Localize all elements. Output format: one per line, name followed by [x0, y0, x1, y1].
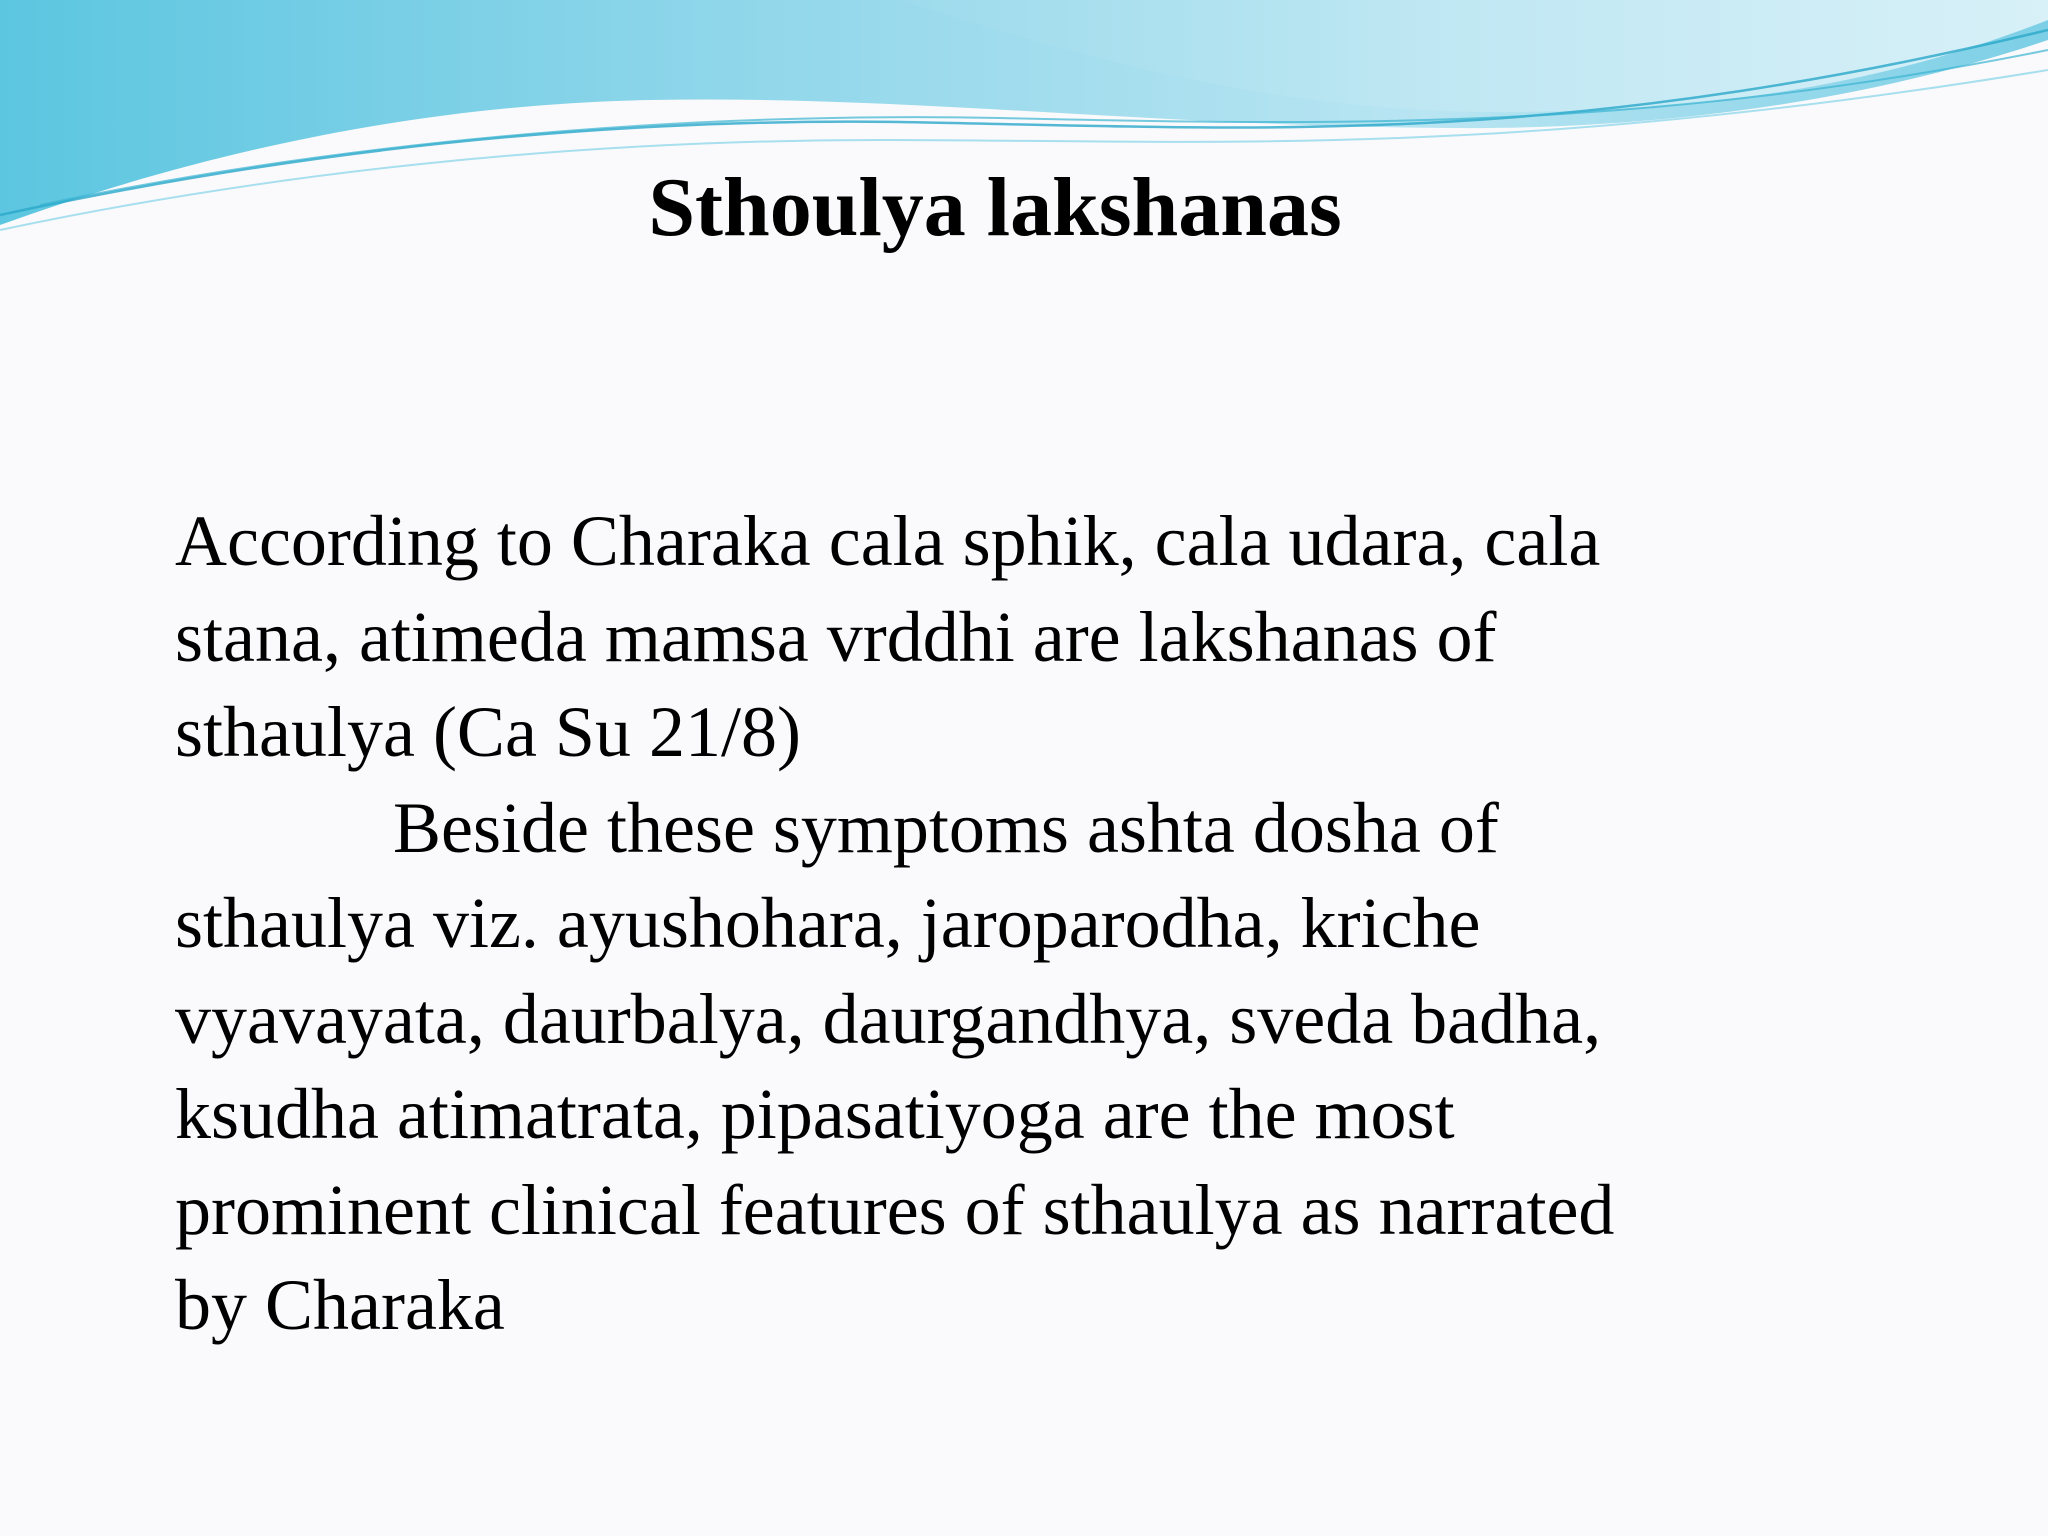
slide-body-text: [175, 494, 1975, 1354]
body-line: by Charaka: [175, 1265, 505, 1345]
body-line: ksudha atimatrata, pipasatiyoga are the most: [175, 1074, 1455, 1154]
body-line: According to Charaka cala sphik, cala udara, cala: [175, 501, 1601, 581]
body-line: vyavayata, daurbalya, daurgandhya, sveda badha,: [175, 978, 1602, 1059]
body-line: sthaulya (Ca Su 21/8): [175, 692, 801, 772]
slide-title: Sthoulya lakshanas: [648, 161, 1342, 254]
body-line: sthaulya viz. ayushohara, jaroparodha, kriche: [175, 883, 1481, 963]
body-line-indented: Beside these symptoms ashta dosha of: [393, 787, 1499, 868]
body-line: stana, atimeda mamsa vrddhi are lakshanas of: [175, 596, 1497, 677]
body-line: prominent clinical features of sthaulya as narrated: [175, 1169, 1615, 1250]
